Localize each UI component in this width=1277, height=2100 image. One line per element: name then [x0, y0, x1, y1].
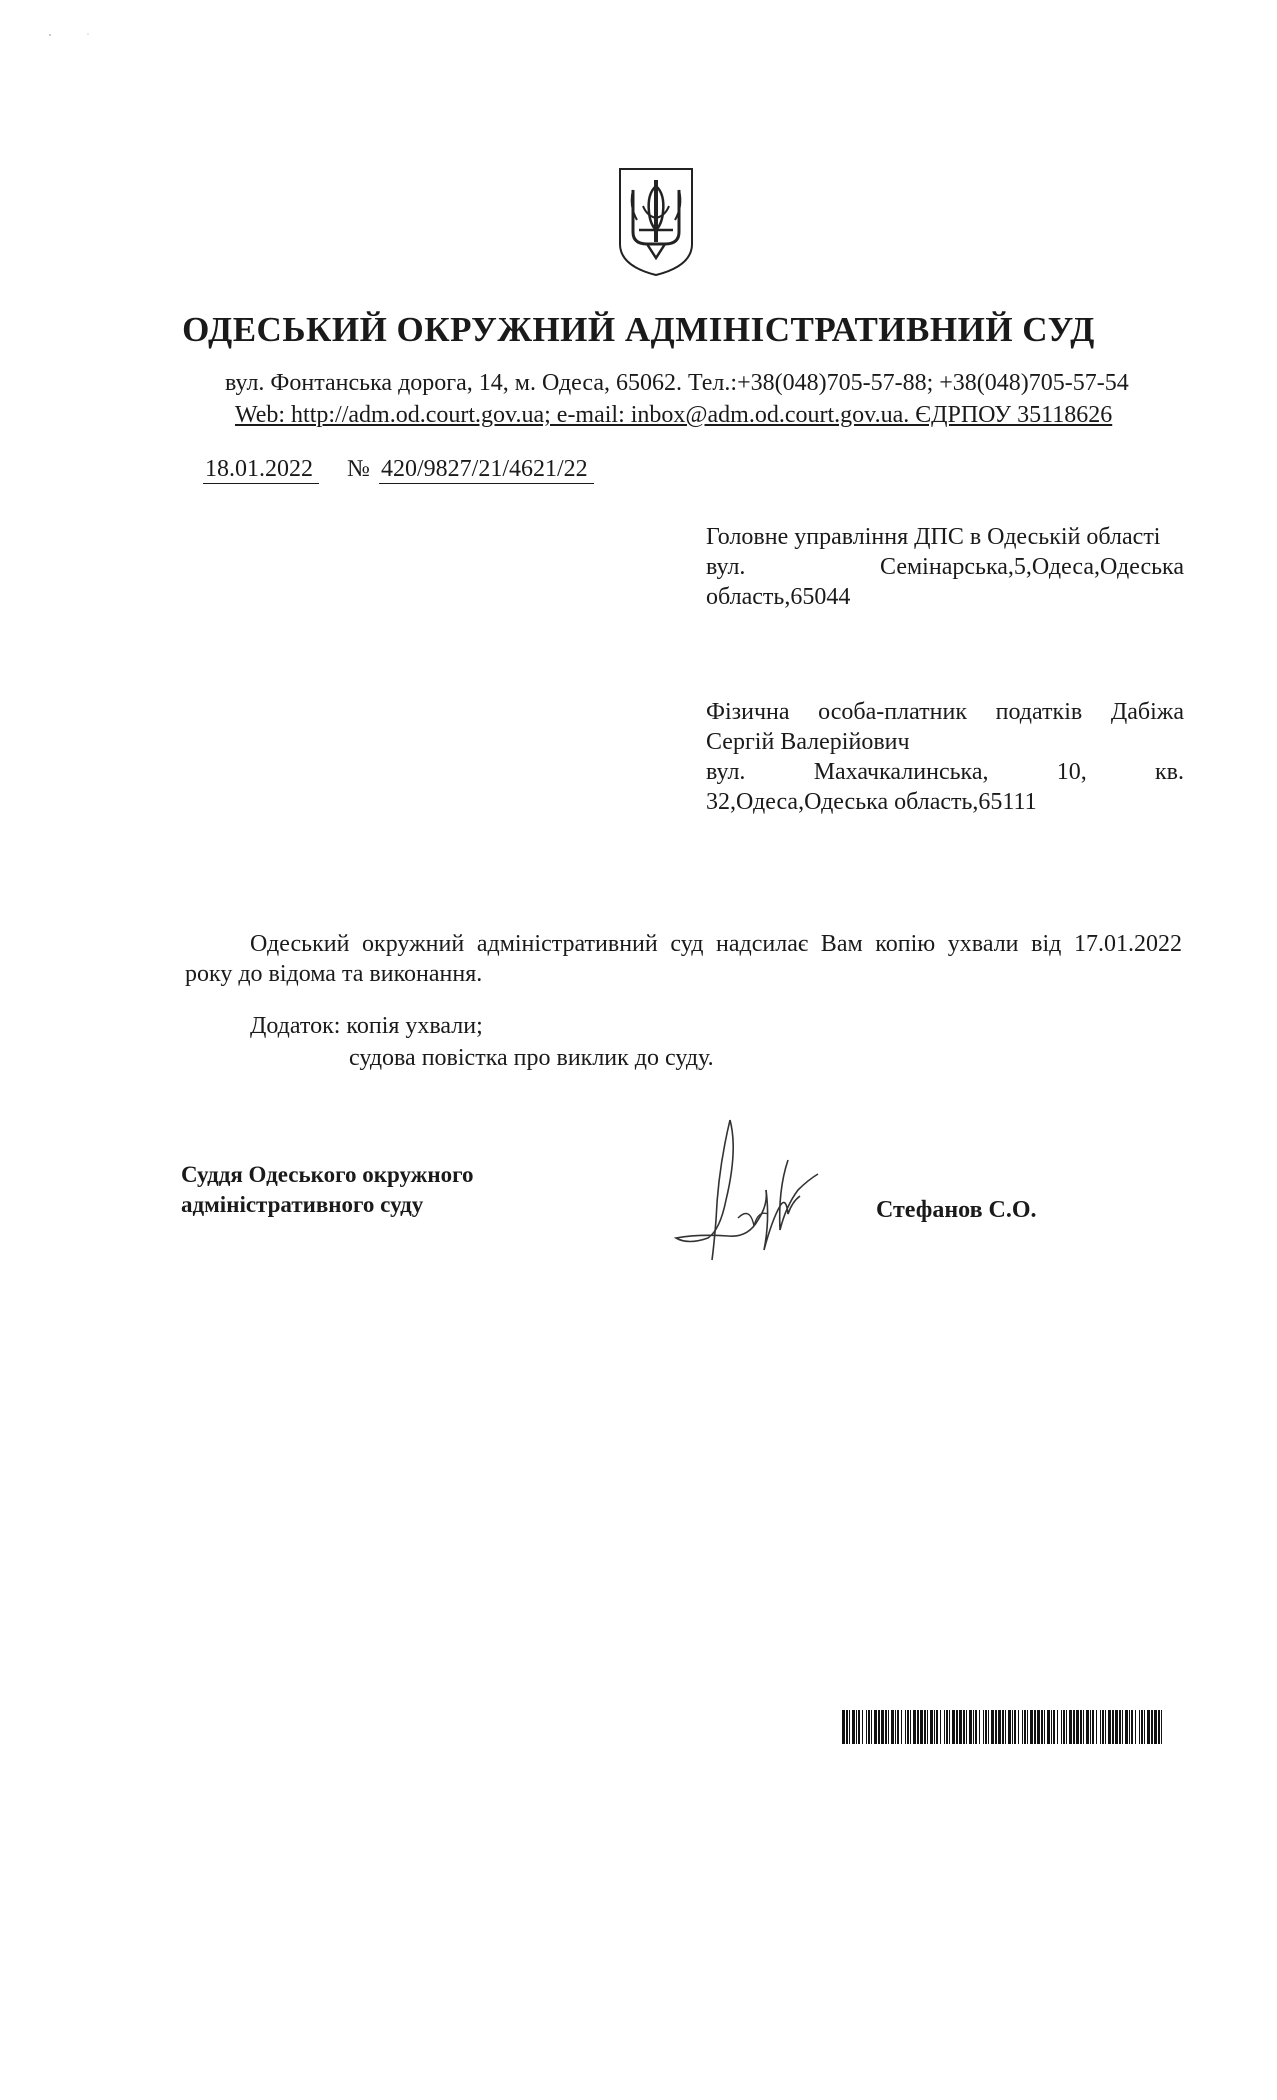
barcode-bar: [907, 1710, 909, 1744]
barcode-bar: [885, 1710, 887, 1744]
recipient-region: область,65044: [706, 584, 851, 610]
barcode-bar: [1030, 1710, 1033, 1744]
barcode-bar: [1139, 1710, 1140, 1744]
barcode-bar: [862, 1710, 863, 1744]
barcode-bar: [1135, 1710, 1136, 1744]
barcode-bar: [924, 1710, 926, 1744]
barcode-bar: [927, 1710, 928, 1744]
barcode-bar: [871, 1710, 872, 1744]
barcode-bar: [1076, 1710, 1079, 1744]
barcode-bar: [1147, 1710, 1150, 1744]
barcode-bar: [1090, 1710, 1091, 1744]
barcode-bar: [913, 1710, 916, 1744]
barcode-bar: [1158, 1710, 1160, 1744]
barcode-bar: [901, 1710, 902, 1744]
barcode-bar: [881, 1710, 884, 1744]
barcode-bar: [1112, 1710, 1114, 1744]
recipient-tax-office: [706, 522, 1184, 612]
body-paragraph-cont: року до відома та виконання.: [185, 961, 483, 987]
barcode-bar: [1086, 1710, 1089, 1744]
barcode-bar: [842, 1710, 845, 1744]
barcode-bar: [1131, 1710, 1133, 1744]
barcode-bar: [1115, 1710, 1118, 1744]
barcode-bar: [1061, 1710, 1062, 1744]
barcode-bar: [1005, 1710, 1006, 1744]
outgoing-number-sign: №: [347, 456, 370, 482]
barcode-bar: [949, 1710, 950, 1744]
recipient-name: Фізична особа-платник податків Дабіжа: [706, 699, 1184, 725]
barcode-bar: [959, 1710, 962, 1744]
barcode-bar: [969, 1710, 972, 1744]
barcode-bar: [1125, 1710, 1128, 1744]
barcode-bar: [852, 1710, 855, 1744]
barcode-bar: [983, 1710, 984, 1744]
barcode-bar: [858, 1710, 860, 1744]
barcode-bar: [1096, 1710, 1097, 1744]
judge-title-line: Суддя Одеського окружного: [181, 1162, 474, 1187]
barcode-bar: [998, 1710, 1001, 1744]
barcode-bar: [905, 1710, 906, 1744]
barcode-bar: [917, 1710, 919, 1744]
scan-specks: [40, 30, 140, 40]
barcode-bar: [1129, 1710, 1130, 1744]
recipient-region: 32,Одеса,Одеська область,65111: [706, 789, 1037, 815]
barcode-bar: [963, 1710, 965, 1744]
attachment-label: Додаток: копія ухвали;: [250, 1013, 483, 1039]
judge-title-line: адміністративного суду: [181, 1192, 424, 1217]
barcode-bar: [910, 1710, 911, 1744]
attachment-item: судова повістка про виклик до суду.: [349, 1045, 714, 1071]
barcode-bar: [946, 1710, 948, 1744]
letter-body: [185, 929, 1182, 989]
barcode-bar: [895, 1710, 896, 1744]
judge-name: Стефанов С.О.: [876, 1197, 1037, 1223]
barcode-bar: [1154, 1710, 1157, 1744]
barcode-bar: [1122, 1710, 1123, 1744]
barcode-bar: [973, 1710, 974, 1744]
judge-title: [181, 1160, 473, 1220]
court-name: ОДЕСЬКИЙ ОКРУЖНИЙ АДМІНІСТРАТИВНИЙ СУД: [182, 310, 1095, 349]
barcode-bar: [874, 1710, 877, 1744]
barcode-bar: [1108, 1710, 1111, 1744]
barcode-bar: [975, 1710, 977, 1744]
barcode-bar: [988, 1710, 989, 1744]
barcode-bar: [1027, 1710, 1028, 1744]
recipient-name-cont: Сергій Валерійович: [706, 729, 910, 755]
barcode-icon: [842, 1710, 1165, 1744]
barcode-bar: [1069, 1710, 1072, 1744]
recipient-street: вул. Махачкалинська, 10, кв.: [706, 759, 1184, 785]
barcode-bar: [1105, 1710, 1106, 1744]
barcode-bar: [1080, 1710, 1082, 1744]
barcode-bar: [1066, 1710, 1067, 1744]
court-address: вул. Фонтанська дорога, 14, м. Одеса, 65062. Тел.:+38(048)705-57-88; +38(048)705-57-54: [225, 370, 1129, 396]
barcode-bar: [1051, 1710, 1052, 1744]
barcode-bar: [1161, 1710, 1162, 1744]
barcode-bar: [1047, 1710, 1050, 1744]
barcode-bar: [1092, 1710, 1094, 1744]
barcode-bar: [1024, 1710, 1026, 1744]
barcode-bar: [878, 1710, 880, 1744]
barcode-bar: [1012, 1710, 1013, 1744]
outgoing-date: 18.01.2022: [203, 456, 319, 484]
barcode-bar: [1151, 1710, 1153, 1744]
barcode-bar: [1144, 1710, 1145, 1744]
barcode-bar: [1063, 1710, 1065, 1744]
barcode-bar: [1073, 1710, 1075, 1744]
recipient-street: вул. Семінарська,5,Одеса,Одеська: [706, 554, 1184, 580]
barcode-bar: [849, 1710, 850, 1744]
barcode-bar: [936, 1710, 938, 1744]
barcode-bar: [1102, 1710, 1104, 1744]
barcode-bar: [966, 1710, 967, 1744]
barcode-bar: [868, 1710, 870, 1744]
barcode-bar: [888, 1710, 889, 1744]
barcode-bar: [944, 1710, 945, 1744]
barcode-bar: [940, 1710, 941, 1744]
barcode-bar: [985, 1710, 987, 1744]
barcode-bar: [1053, 1710, 1055, 1744]
recipient-individual: [706, 697, 1184, 817]
barcode-bar: [846, 1710, 848, 1744]
barcode-bar: [1041, 1710, 1043, 1744]
barcode-bar: [1037, 1710, 1040, 1744]
barcode-bar: [1119, 1710, 1121, 1744]
barcode-bar: [1034, 1710, 1036, 1744]
barcode-bar: [1083, 1710, 1084, 1744]
court-contacts: Web: http://adm.od.court.gov.ua; e-mail: inbox@adm.od.court.gov.ua. ЄДРПОУ 35118626: [235, 402, 1113, 428]
barcode-bar: [856, 1710, 857, 1744]
barcode-bar: [934, 1710, 935, 1744]
barcode-bar: [952, 1710, 955, 1744]
barcode-bar: [1022, 1710, 1023, 1744]
body-paragraph: Одеський окружний адміністративний суд надсилає Вам копію ухвали від 17.01.2022: [250, 931, 1182, 957]
barcode-bar: [979, 1710, 980, 1744]
barcode-bar: [1141, 1710, 1143, 1744]
barcode-bar: [1100, 1710, 1101, 1744]
barcode-bar: [1014, 1710, 1016, 1744]
barcode-bar: [991, 1710, 994, 1744]
barcode-bar: [1018, 1710, 1019, 1744]
barcode-bar: [1044, 1710, 1045, 1744]
barcode-bar: [956, 1710, 958, 1744]
barcode-bar: [891, 1710, 894, 1744]
handwritten-signature: [668, 1110, 848, 1270]
outgoing-number: 420/9827/21/4621/22: [379, 456, 594, 484]
barcode-bar: [1002, 1710, 1004, 1744]
barcode-bar: [920, 1710, 923, 1744]
barcode-bar: [1057, 1710, 1058, 1744]
barcode-bar: [1008, 1710, 1011, 1744]
trident-coat-of-arms-icon: [617, 166, 695, 278]
barcode-bar: [995, 1710, 997, 1744]
barcode-bar: [866, 1710, 867, 1744]
barcode-bar: [930, 1710, 933, 1744]
barcode-bar: [897, 1710, 899, 1744]
recipient-name: Головне управління ДПС в Одеській області: [706, 524, 1161, 550]
